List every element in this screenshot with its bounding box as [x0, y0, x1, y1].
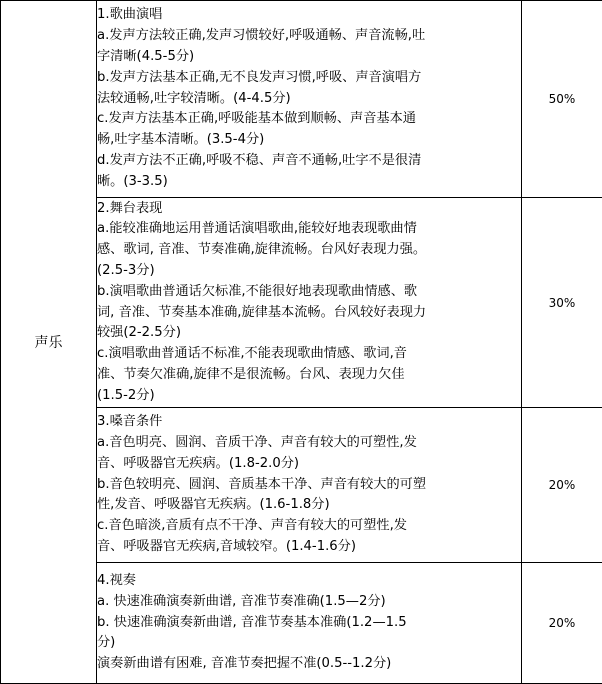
section-criteria [97, 408, 522, 563]
category-cell [1, 1, 97, 684]
criteria-line: c.音色暗淡,音质有点不干净、声音有较大的可塑性,发 [97, 516, 521, 537]
weight-label: 20% [549, 616, 576, 630]
criteria-line: a.发声方法较正确,发声习惯较好,呼吸通畅、声音流畅,吐 [97, 26, 521, 47]
criteria-line: 演奏新曲谱有困难, 音准节奏把握不准(0.5--1.2分) [97, 654, 521, 675]
criteria-line: 分) [97, 633, 521, 654]
section-weight [522, 1, 602, 198]
criteria-line: 音、呼吸器官无疾病,音域较窄。(1.4-1.6分) [97, 537, 521, 558]
section-weight [522, 563, 602, 684]
criteria-line: 性,发音、呼吸器官无疾病。(1.6-1.8分) [97, 495, 521, 516]
criteria-line: b.演唱歌曲普通话欠标准,不能很好地表现歌曲情感、歌 [97, 282, 521, 303]
criteria-line: a.能较准确地运用普通话演唱歌曲,能较好地表现歌曲情 [97, 219, 521, 240]
section-title: 3.嗓音条件 [97, 412, 521, 433]
criteria-line: 词, 音准、节奏基本准确,旋律基本流畅。台风较好表现力 [97, 303, 521, 324]
criteria-line: 字清晰(4.5-5分) [97, 47, 521, 68]
criteria-line: (2.5-3分) [97, 261, 521, 282]
criteria-line: 音、呼吸器官无疾病。(1.8-2.0分) [97, 454, 521, 475]
criteria-line: b. 快速准确演奏新曲谱, 音准节奏基本准确(1.2—1.5 [97, 613, 521, 634]
criteria-line: 法较通畅,吐字较清晰。(4-4.5分) [97, 89, 521, 110]
section-criteria [97, 1, 522, 198]
criteria-line: d.发声方法不正确,呼吸不稳、声音不通畅,吐字不是很清 [97, 151, 521, 172]
criteria-line: c.发声方法基本正确,呼吸能基本做到顺畅、声音基本通 [97, 109, 521, 130]
section-weight [522, 198, 602, 408]
category-label: 声乐 [35, 335, 63, 351]
criteria-line: 较强(2-2.5分) [97, 323, 521, 344]
section-weight [522, 408, 602, 563]
section-title: 4.视奏 [97, 571, 521, 592]
criteria-line: 感、歌词, 音准、节奏准确,旋律流畅。台风好表现力强。 [97, 240, 521, 261]
section-criteria [97, 198, 522, 408]
criteria-line: c.演唱歌曲普通话不标准,不能表现歌曲情感、歌词,音 [97, 344, 521, 365]
criteria-line: 晰。(3-3.5) [97, 172, 521, 193]
section-title: 2.舞台表现 [97, 199, 521, 220]
weight-label: 30% [549, 296, 576, 310]
section-criteria [97, 563, 522, 684]
criteria-line: 畅,吐字基本清晰。(3.5-4分) [97, 130, 521, 151]
weight-label: 20% [549, 478, 576, 492]
criteria-line: a.音色明亮、圆润、音质干净、声音有较大的可塑性,发 [97, 433, 521, 454]
criteria-line: b.音色较明亮、圆润、音质基本干净、声音有较大的可塑 [97, 475, 521, 496]
criteria-line: b.发声方法基本正确,无不良发声习惯,呼吸、声音演唱方 [97, 68, 521, 89]
section-title: 1.歌曲演唱 [97, 5, 521, 26]
criteria-line: 准、节奏欠准确,旋律不是很流畅。台风、表现力欠佳 [97, 365, 521, 386]
criteria-line: (1.5-2分) [97, 386, 521, 407]
weight-label: 50% [549, 92, 576, 106]
criteria-line: a. 快速准确演奏新曲谱, 音准节奏准确(1.5—2分) [97, 592, 521, 613]
